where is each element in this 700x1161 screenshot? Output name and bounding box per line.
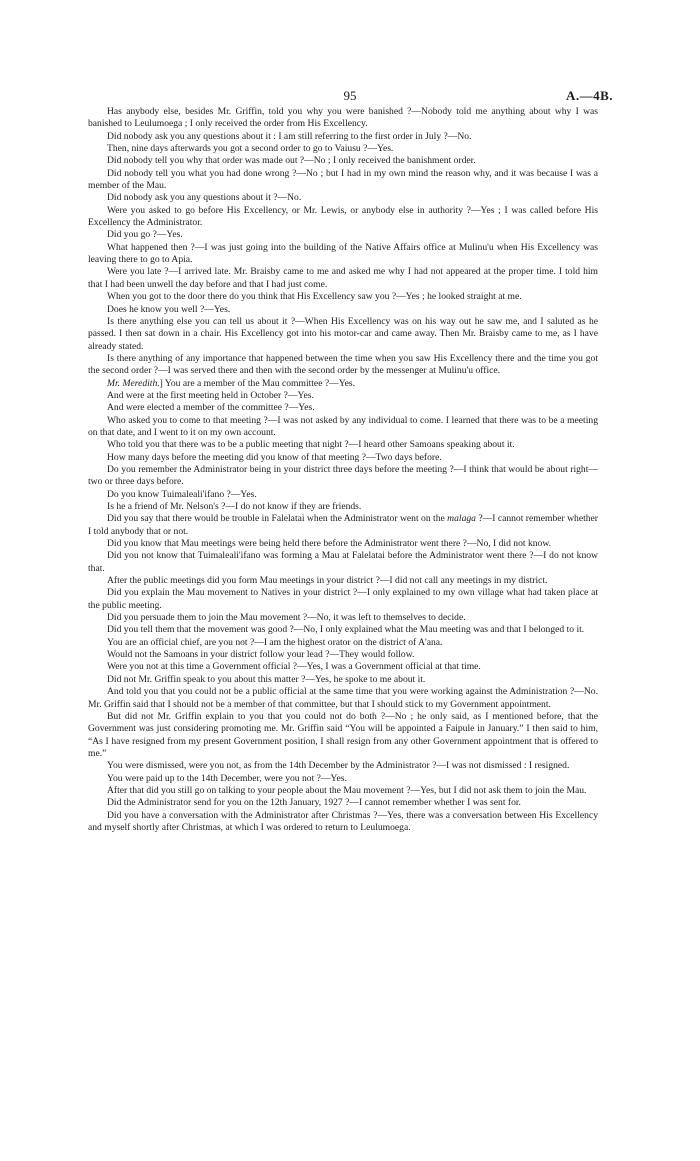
body-text: [88, 106, 598, 834]
paragraph: Were you late ?—I arrived late. Mr. Braisby came to me and asked me why I had not appeared at the proper time. I told him that I had been unwell the day before and that I had just come.: [88, 266, 598, 290]
paragraph: Do you know Tuimaleali'ifano ?—Yes.: [107, 488, 257, 500]
paragraph: Did you know that Mau meetings were being held there before the Administrator went there ?—No, I did not know.: [107, 538, 552, 550]
paragraph: Is he a friend of Mr. Nelson's ?—I do not know if they are friends.: [107, 501, 362, 512]
paragraph: Did you explain the Mau movement to Natives in your district ?—I only explained to my own village what had taken place at the public meeting.: [88, 587, 598, 611]
paragraph: Who told you that there was to be a public meeting that night ?—I heard other Samoans speaking about it.: [107, 439, 515, 451]
paragraph: Were you asked to go before His Excellency, or Mr. Lewis, or anybody else in authority ?—Yes ; I was called before His Excellency the Administrator.: [88, 204, 598, 229]
paragraph: Is there anything of any importance that happened between the time when you saw His Excellency there and the time you got the second order ?—I was served there and then with the second order by the messenger at Mulinu'u office.: [88, 352, 598, 377]
paragraph: Would not the Samoans in your district follow your lead ?—They would follow.: [107, 649, 415, 661]
paragraph: Did nobody tell you why that order was made out ?—No ; I only received the banishment order.: [107, 155, 476, 167]
page-number: 95: [343, 88, 357, 103]
paragraph: Who asked you to come to that meeting ?—I was not asked by any individual to come. I learned that there was to be a meeting on that date, and I went to it on my own account.: [88, 414, 598, 438]
paragraph: Did you not know that Tuimaleali'ifano was forming a Mau at Falelatai before the Administrator went there ?—I do not know that.: [88, 550, 598, 574]
paragraph: After the public meetings did you form Mau meetings in your district ?—I did not call any meetings in my district.: [107, 575, 548, 587]
paragraph: Did the Administrator send for you on the 12th January, 1927 ?—I cannot remember whether I was sent for.: [107, 797, 521, 809]
paragraph: You were paid up to the 14th December, were you not ?—Yes.: [107, 772, 347, 784]
paragraph: Did you have a conversation with the Administrator after Christmas ?—Yes, there was a conversation between His Excellency and myself shortly after Christmas, at which I was ordered to return to Leulumoega.: [88, 809, 598, 833]
italic-text: Mr. Meredith.: [107, 377, 160, 389]
paragraph: Did you persuade them to join the Mau movement ?—No, it was left to themselves to decide.: [107, 612, 466, 624]
paragraph: Did nobody ask you any questions about it ?—No.: [107, 192, 302, 204]
document-reference: A.—4B.: [566, 88, 614, 103]
italic-text: malaga: [447, 513, 476, 525]
paragraph: And told you that you could not be a public official at the same time that you were working against the Administration ?—No. Mr. Griffin said that I should not be a member of that committee, but that I should stick to my Government appointment.: [88, 686, 598, 710]
paragraph: Mr. Meredith.] You are a member of the Mau committee ?—Yes.: [107, 377, 356, 389]
paragraph: When you got to the door there do you think that His Excellency saw you ?—Yes ; he looked straight at me.: [107, 291, 522, 303]
paragraph: Did you go ?—Yes.: [107, 229, 183, 241]
paragraph: But did not Mr. Griffin explain to you that you could not do both ?—No ; he only said, as I mentioned before, that the Government was just considering promoting me. Mr. Griffin said “You will be appointed a Faipule in January.” I then said to him, “As I have resigned from my present Government position, I shall resign from any other Government appointment that is offered to me.”: [88, 710, 598, 759]
paragraph: Did nobody tell you what you had done wrong ?—No ; but I had in my own mind the reason why, and it was because I was a member of the Mau.: [88, 167, 598, 192]
paragraph: How many days before the meeting did you know of that meeting ?—Two days before.: [107, 451, 442, 463]
paragraph: And were at the first meeting held in October ?—Yes.: [107, 389, 314, 401]
paragraph: Has anybody else, besides Mr. Griffin, told you why you were banished ?—Nobody told me anything about why I was banished to Leulumoega ; I only received the order from His Excellency.: [88, 106, 598, 130]
paragraph: Does he know you well ?—Yes.: [107, 303, 231, 315]
paragraph: Were you not at this time a Government official ?—Yes, I was a Government official at that time.: [107, 661, 481, 673]
paragraph: Did nobody ask you any questions about it : I am still referring to the first order in July ?—No.: [107, 130, 472, 142]
paragraph: What happened then ?—I was just going into the building of the Native Affairs office at Mulinu'u when His Excellency was leaving there to go to Apia.: [88, 241, 598, 266]
paragraph: Did you tell them that the movement was good ?—No, I only explained what the Mau meeting was and that I belonged to it.: [107, 624, 585, 636]
paragraph: You were dismissed, were you not, as from the 14th December by the Administrator ?—I was not dismissed : I resigned.: [107, 760, 570, 772]
paragraph: Did not Mr. Griffin speak to you about this matter ?—Yes, he spoke to me about it.: [107, 673, 426, 685]
paragraph: And were elected a member of the committee ?—Yes.: [107, 402, 315, 414]
paragraph: Did you say that there would be trouble in Falelatai when the Administrator went on the malaga ?—I cannot remember whether I told anybody that or not.: [88, 513, 598, 537]
paragraph: Do you remember the Administrator being in your district three days before the meeting ?—I think that would be about right—two or three days before.: [88, 463, 598, 488]
paragraph: Then, nine days afterwards you got a second order to go to Vaiusu ?—Yes.: [107, 143, 394, 155]
paragraph: After that did you still go on talking to your people about the Mau movement ?—Yes, but I did not ask them to join the Mau.: [107, 784, 587, 796]
paragraph: Is there anything else you can tell us about it ?—When His Excellency was on his way out he saw me, and I saluted as he passed. I then sat down in a chair. His Excellency got into his motor-car and came away. Then Mr. Braisby came to me, as I have already stated.: [88, 315, 598, 352]
paragraph: You are an official chief, are you not ?—I am the highest orator on the district of A'ana.: [107, 636, 443, 648]
